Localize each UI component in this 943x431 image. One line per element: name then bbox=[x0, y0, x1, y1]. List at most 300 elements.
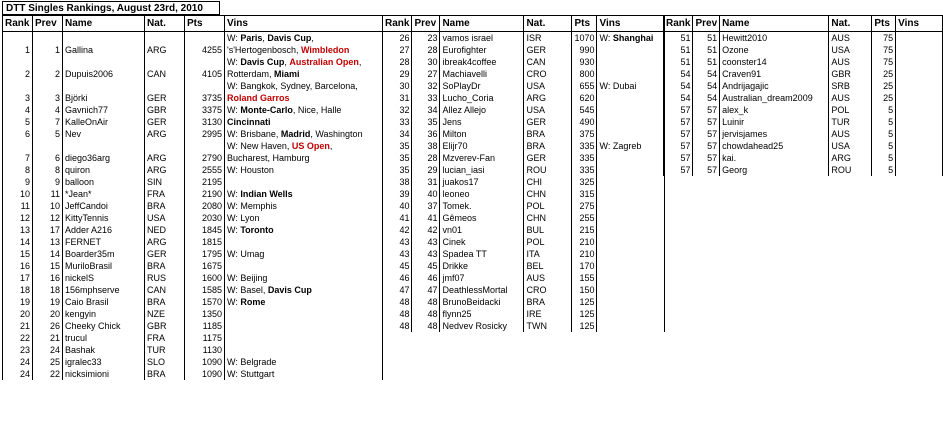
cell-vins bbox=[597, 188, 665, 200]
cell-pts: 1845 bbox=[185, 224, 225, 236]
table-row bbox=[383, 68, 665, 80]
table-row bbox=[3, 32, 383, 57]
cell-name: Machiavelli bbox=[440, 68, 524, 80]
cell-nat: BRA bbox=[145, 368, 185, 380]
cell-name: *Jean* bbox=[63, 188, 145, 200]
cell-pts: 1795 bbox=[185, 248, 225, 260]
cell-name: Craven91 bbox=[720, 68, 829, 80]
cell-name: Andrijagajic bbox=[720, 80, 829, 92]
cell-prev: 4 bbox=[33, 104, 63, 116]
table-row bbox=[383, 152, 665, 164]
cell-vins bbox=[225, 128, 383, 140]
cell-rank: 43 bbox=[383, 236, 412, 248]
cell-name: Adder A216 bbox=[63, 224, 145, 236]
cell-prev: 10 bbox=[33, 200, 63, 212]
cell-rank: 12 bbox=[3, 212, 33, 224]
cell-nat: ITA bbox=[524, 248, 572, 260]
table-row bbox=[3, 284, 383, 296]
cell-pts: 150 bbox=[572, 284, 597, 296]
cell-vins bbox=[597, 128, 665, 140]
cell-pts: 990 bbox=[572, 44, 597, 56]
header-vins: Vins bbox=[896, 16, 943, 32]
cell-name: Jens bbox=[440, 116, 524, 128]
cell-name: Gêmeos bbox=[440, 212, 524, 224]
cell-name: Björki bbox=[63, 80, 145, 104]
table-row bbox=[664, 80, 943, 92]
table-row bbox=[383, 92, 665, 104]
cell-vins bbox=[225, 296, 383, 308]
cell-nat: AUS bbox=[829, 56, 872, 68]
cell-pts: 2080 bbox=[185, 200, 225, 212]
cell-vins bbox=[225, 140, 383, 164]
cell-nat: POL bbox=[524, 236, 572, 248]
vins-text: , bbox=[358, 57, 362, 67]
header-pts: Pts bbox=[185, 16, 225, 32]
cell-nat: BRA bbox=[524, 296, 572, 308]
cell-rank: 51 bbox=[664, 56, 693, 68]
cell-pts: 5 bbox=[872, 116, 896, 128]
cell-nat: FRA bbox=[145, 188, 185, 200]
header-vins: Vins bbox=[225, 16, 383, 32]
cell-nat: GBR bbox=[145, 104, 185, 116]
cell-prev: 47 bbox=[412, 284, 440, 296]
vins-text: US Open bbox=[291, 141, 330, 151]
table-row bbox=[3, 224, 383, 236]
cell-vins bbox=[597, 44, 665, 56]
cell-name: Nev bbox=[63, 128, 145, 140]
cell-nat: CAN bbox=[524, 56, 572, 68]
cell-name: ibreak4coffee bbox=[440, 56, 524, 68]
cell-nat: ARG bbox=[145, 32, 185, 57]
cell-nat: NZE bbox=[145, 308, 185, 320]
vins-text: Rotterdam, bbox=[227, 69, 275, 79]
header-pts: Pts bbox=[872, 16, 896, 32]
cell-pts: 255 bbox=[572, 212, 597, 224]
cell-pts: 210 bbox=[572, 236, 597, 248]
cell-prev: 23 bbox=[412, 32, 440, 45]
cell-nat: USA bbox=[524, 104, 572, 116]
header-name: Name bbox=[440, 16, 524, 32]
cell-pts: 1185 bbox=[185, 320, 225, 332]
cell-vins bbox=[225, 164, 383, 176]
cell-rank: 57 bbox=[664, 140, 693, 152]
table-row bbox=[664, 92, 943, 104]
cell-pts: 1090 bbox=[185, 356, 225, 368]
cell-pts: 125 bbox=[572, 320, 597, 332]
table-row bbox=[664, 104, 943, 116]
cell-rank: 51 bbox=[664, 32, 693, 45]
cell-nat: BEL bbox=[524, 260, 572, 272]
cell-rank: 35 bbox=[383, 164, 412, 176]
cell-vins bbox=[225, 248, 383, 260]
cell-nat: CHI bbox=[524, 176, 572, 188]
table-row bbox=[3, 200, 383, 212]
cell-rank: 24 bbox=[3, 356, 33, 368]
cell-rank: 3 bbox=[3, 80, 33, 104]
cell-vins bbox=[896, 32, 943, 45]
cell-vins bbox=[597, 56, 665, 68]
table-row bbox=[383, 272, 665, 284]
header-nat: Nat. bbox=[145, 16, 185, 32]
cell-name: FERNET bbox=[63, 236, 145, 248]
cell-pts: 3130 bbox=[185, 116, 225, 128]
cell-nat: CHN bbox=[524, 188, 572, 200]
vins-text: W: New Haven, bbox=[227, 141, 292, 151]
cell-nat: ROU bbox=[524, 164, 572, 176]
col2-table bbox=[382, 15, 665, 332]
cell-pts: 25 bbox=[872, 68, 896, 80]
cell-nat: BRA bbox=[145, 260, 185, 272]
table-row bbox=[383, 200, 665, 212]
cell-pts: 335 bbox=[572, 140, 597, 152]
vins-text: Davis Cup bbox=[267, 33, 312, 43]
cell-vins bbox=[225, 356, 383, 368]
cell-nat: TUR bbox=[829, 116, 872, 128]
cell-prev: 22 bbox=[33, 368, 63, 380]
vins-text: W: Lyon bbox=[227, 213, 260, 223]
cell-prev: 57 bbox=[693, 104, 720, 116]
cell-pts: 210 bbox=[572, 248, 597, 260]
cell-name: chowdahead25 bbox=[720, 140, 829, 152]
cell-rank: 46 bbox=[383, 272, 412, 284]
table-row bbox=[3, 368, 383, 380]
vins-text: Rome bbox=[240, 297, 266, 307]
cell-nat: USA bbox=[524, 80, 572, 92]
cell-nat: POL bbox=[829, 104, 872, 116]
table-row bbox=[664, 152, 943, 164]
cell-prev: 28 bbox=[412, 44, 440, 56]
vins-text: W: Umag bbox=[227, 249, 265, 259]
header-prev: Prev bbox=[412, 16, 440, 32]
cell-pts: 1570 bbox=[185, 296, 225, 308]
header-rank: Rank bbox=[664, 16, 693, 32]
cell-vins bbox=[225, 236, 383, 248]
cell-rank: 38 bbox=[383, 176, 412, 188]
cell-nat: GBR bbox=[145, 320, 185, 332]
cell-name: Tomek. bbox=[440, 200, 524, 212]
table-row bbox=[664, 32, 943, 45]
cell-prev: 18 bbox=[33, 284, 63, 296]
cell-prev: 57 bbox=[693, 152, 720, 164]
cell-nat: GER bbox=[524, 44, 572, 56]
cell-prev: 25 bbox=[33, 356, 63, 368]
vins-text: Paris bbox=[240, 33, 263, 43]
cell-pts: 4255 bbox=[185, 32, 225, 57]
header-rank: Rank bbox=[383, 16, 412, 32]
cell-vins bbox=[597, 80, 665, 92]
cell-vins bbox=[597, 320, 665, 332]
table-row bbox=[3, 128, 383, 140]
table-row bbox=[383, 236, 665, 248]
cell-vins bbox=[597, 236, 665, 248]
cell-nat: TWN bbox=[524, 320, 572, 332]
cell-vins bbox=[225, 260, 383, 272]
cell-vins bbox=[225, 116, 383, 128]
vins-text: W: Bangkok, Sydney, Barcelona, bbox=[227, 81, 358, 91]
cell-vins bbox=[225, 176, 383, 188]
cell-prev: 7 bbox=[33, 116, 63, 128]
cell-pts: 215 bbox=[572, 224, 597, 236]
vins-text: W: Memphis bbox=[227, 201, 277, 211]
cell-nat: GER bbox=[524, 116, 572, 128]
cell-rank: 54 bbox=[664, 80, 693, 92]
vins-text: W: Stuttgart bbox=[227, 369, 275, 379]
col3-table bbox=[663, 15, 943, 176]
cell-vins bbox=[597, 164, 665, 176]
cell-nat: FRA bbox=[145, 332, 185, 344]
cell-prev: 36 bbox=[412, 128, 440, 140]
cell-prev: 13 bbox=[33, 236, 63, 248]
cell-vins bbox=[597, 248, 665, 260]
table-row bbox=[383, 56, 665, 68]
cell-vins bbox=[896, 152, 943, 164]
cell-nat: AUS bbox=[829, 128, 872, 140]
cell-name: nicksimioni bbox=[63, 368, 145, 380]
cell-prev: 57 bbox=[693, 128, 720, 140]
cell-prev: 19 bbox=[33, 296, 63, 308]
cell-prev: 9 bbox=[33, 176, 63, 188]
cell-name: Luinir bbox=[720, 116, 829, 128]
cell-prev: 43 bbox=[412, 236, 440, 248]
cell-rank: 4 bbox=[3, 104, 33, 116]
vins-text: W: bbox=[227, 225, 241, 235]
cell-rank: 54 bbox=[664, 92, 693, 104]
cell-nat: BRA bbox=[145, 200, 185, 212]
table-row bbox=[383, 140, 665, 152]
cell-prev: 31 bbox=[412, 176, 440, 188]
cell-rank: 48 bbox=[383, 308, 412, 320]
cell-prev: 48 bbox=[412, 320, 440, 332]
cell-prev: 51 bbox=[693, 44, 720, 56]
cell-rank: 34 bbox=[383, 128, 412, 140]
cell-pts: 1175 bbox=[185, 332, 225, 344]
cell-pts: 1090 bbox=[185, 368, 225, 380]
cell-vins bbox=[225, 284, 383, 296]
cell-rank: 47 bbox=[383, 284, 412, 296]
cell-vins bbox=[597, 224, 665, 236]
cell-name: DeathlessMortal bbox=[440, 284, 524, 296]
cell-vins bbox=[896, 140, 943, 152]
cell-rank: 13 bbox=[3, 224, 33, 236]
cell-vins bbox=[225, 320, 383, 332]
cell-rank: 5 bbox=[3, 116, 33, 128]
cell-prev: 30 bbox=[412, 56, 440, 68]
cell-name: Milton bbox=[440, 128, 524, 140]
cell-rank: 21 bbox=[3, 320, 33, 332]
cell-pts: 800 bbox=[572, 68, 597, 80]
vins-text: W: Beijing bbox=[227, 273, 268, 283]
cell-prev: 34 bbox=[412, 104, 440, 116]
cell-pts: 2555 bbox=[185, 164, 225, 176]
cell-rank: 23 bbox=[3, 344, 33, 356]
cell-vins bbox=[597, 308, 665, 320]
cell-rank: 10 bbox=[3, 188, 33, 200]
cell-rank: 33 bbox=[383, 116, 412, 128]
cell-rank: 16 bbox=[3, 260, 33, 272]
vins-text: Indian Wells bbox=[240, 189, 293, 199]
cell-pts: 3735 bbox=[185, 80, 225, 104]
table-row bbox=[3, 272, 383, 284]
cell-pts: 2195 bbox=[185, 176, 225, 188]
cell-vins bbox=[597, 284, 665, 296]
cell-name: alex_k bbox=[720, 104, 829, 116]
cell-vins bbox=[225, 212, 383, 224]
cell-pts: 125 bbox=[572, 296, 597, 308]
cell-nat: ARG bbox=[145, 164, 185, 176]
cell-nat: CRO bbox=[524, 284, 572, 296]
cell-pts: 5 bbox=[872, 164, 896, 176]
cell-pts: 75 bbox=[872, 32, 896, 45]
cell-rank: 57 bbox=[664, 152, 693, 164]
cell-pts: 2190 bbox=[185, 188, 225, 200]
cell-prev: 35 bbox=[412, 116, 440, 128]
cell-vins bbox=[597, 32, 665, 45]
table-row bbox=[664, 116, 943, 128]
cell-vins bbox=[225, 332, 383, 344]
cell-rank: 14 bbox=[3, 236, 33, 248]
cell-nat: USA bbox=[145, 212, 185, 224]
table-row bbox=[3, 356, 383, 368]
cell-name: Elijr70 bbox=[440, 140, 524, 152]
vins-text: Madrid bbox=[280, 129, 311, 139]
cell-nat: RUS bbox=[145, 272, 185, 284]
header-vins: Vins bbox=[597, 16, 665, 32]
table-row bbox=[3, 188, 383, 200]
cell-prev: 57 bbox=[693, 140, 720, 152]
cell-prev: 54 bbox=[693, 68, 720, 80]
cell-vins bbox=[225, 308, 383, 320]
cell-nat: GER bbox=[524, 152, 572, 164]
cell-rank: 6 bbox=[3, 128, 33, 140]
cell-pts: 1600 bbox=[185, 272, 225, 284]
cell-prev: 2 bbox=[33, 56, 63, 80]
cell-vins bbox=[597, 92, 665, 104]
cell-vins bbox=[597, 68, 665, 80]
cell-vins bbox=[896, 128, 943, 140]
table-row bbox=[383, 44, 665, 56]
table-row bbox=[664, 68, 943, 80]
cell-pts: 3375 bbox=[185, 104, 225, 116]
cell-rank: 45 bbox=[383, 260, 412, 272]
cell-name: JeffCandoi bbox=[63, 200, 145, 212]
cell-nat: GBR bbox=[829, 68, 872, 80]
cell-name: SoPlayDr bbox=[440, 80, 524, 92]
cell-rank: 26 bbox=[383, 32, 412, 45]
cell-vins bbox=[896, 104, 943, 116]
cell-pts: 335 bbox=[572, 152, 597, 164]
vins-text: Shanghai bbox=[612, 33, 654, 43]
table-row bbox=[383, 260, 665, 272]
cell-prev: 41 bbox=[412, 212, 440, 224]
cell-prev: 15 bbox=[33, 260, 63, 272]
cell-prev: 27 bbox=[412, 68, 440, 80]
col1-table bbox=[2, 15, 383, 380]
header-nat: Nat. bbox=[829, 16, 872, 32]
cell-rank: 57 bbox=[664, 104, 693, 116]
cell-vins bbox=[896, 44, 943, 56]
cell-rank: 51 bbox=[664, 44, 693, 56]
cell-rank: 48 bbox=[383, 296, 412, 308]
cell-nat: GER bbox=[145, 116, 185, 128]
cell-rank: 48 bbox=[383, 320, 412, 332]
cell-vins bbox=[225, 368, 383, 380]
vins-text: Roland Garros bbox=[227, 93, 290, 103]
cell-rank: 57 bbox=[664, 128, 693, 140]
table-row bbox=[3, 104, 383, 116]
cell-name: jervisjames bbox=[720, 128, 829, 140]
table-row bbox=[3, 248, 383, 260]
cell-pts: 5 bbox=[872, 104, 896, 116]
cell-prev: 33 bbox=[412, 92, 440, 104]
header-rank: Rank bbox=[3, 16, 33, 32]
cell-pts: 75 bbox=[872, 44, 896, 56]
vins-text: W: bbox=[227, 105, 241, 115]
table-row bbox=[3, 260, 383, 272]
cell-nat: GER bbox=[145, 80, 185, 104]
cell-name: Ozone bbox=[720, 44, 829, 56]
cell-name: Dupuis2006 bbox=[63, 56, 145, 80]
cell-name: Bashak bbox=[63, 344, 145, 356]
cell-prev: 24 bbox=[33, 344, 63, 356]
cell-prev: 48 bbox=[412, 308, 440, 320]
cell-name: Gallina bbox=[63, 32, 145, 57]
vins-text: W: Dubai bbox=[599, 81, 637, 91]
header-name: Name bbox=[63, 16, 145, 32]
cell-nat: AUS bbox=[829, 32, 872, 45]
cell-vins bbox=[597, 176, 665, 188]
table-row bbox=[664, 164, 943, 176]
cell-prev: 28 bbox=[412, 152, 440, 164]
vins-text: W: Houston bbox=[227, 165, 274, 175]
cell-pts: 155 bbox=[572, 272, 597, 284]
cell-nat: ARG bbox=[524, 92, 572, 104]
cell-vins bbox=[225, 200, 383, 212]
cell-name: juakos17 bbox=[440, 176, 524, 188]
table-row bbox=[3, 320, 383, 332]
vins-text: Wimbledon bbox=[300, 45, 350, 55]
cell-rank: 19 bbox=[3, 296, 33, 308]
cell-prev: 16 bbox=[33, 272, 63, 284]
cell-prev: 26 bbox=[33, 320, 63, 332]
cell-rank: 42 bbox=[383, 224, 412, 236]
cell-pts: 5 bbox=[872, 140, 896, 152]
cell-prev: 51 bbox=[693, 56, 720, 68]
cell-nat: AUS bbox=[524, 272, 572, 284]
cell-pts: 25 bbox=[872, 80, 896, 92]
cell-name: KittyTennis bbox=[63, 212, 145, 224]
table-row bbox=[383, 164, 665, 176]
vins-text: Bucharest, Hamburg bbox=[227, 153, 310, 163]
table-row bbox=[383, 248, 665, 260]
table-row bbox=[383, 32, 665, 45]
cell-rank: 32 bbox=[383, 104, 412, 116]
cell-name: Mzverev-Fan bbox=[440, 152, 524, 164]
table-row bbox=[383, 80, 665, 92]
cell-pts: 75 bbox=[872, 56, 896, 68]
cell-name: vamos israel bbox=[440, 32, 524, 45]
cell-rank: 22 bbox=[3, 332, 33, 344]
table-row bbox=[383, 104, 665, 116]
cell-prev: 17 bbox=[33, 224, 63, 236]
vins-text: W: bbox=[227, 297, 241, 307]
table-row bbox=[664, 128, 943, 140]
table-row bbox=[383, 116, 665, 128]
cell-rank: 40 bbox=[383, 200, 412, 212]
cell-name: Boarder35m bbox=[63, 248, 145, 260]
cell-nat: IRE bbox=[524, 308, 572, 320]
vins-text: Miami bbox=[274, 69, 300, 79]
cell-nat: NED bbox=[145, 224, 185, 236]
